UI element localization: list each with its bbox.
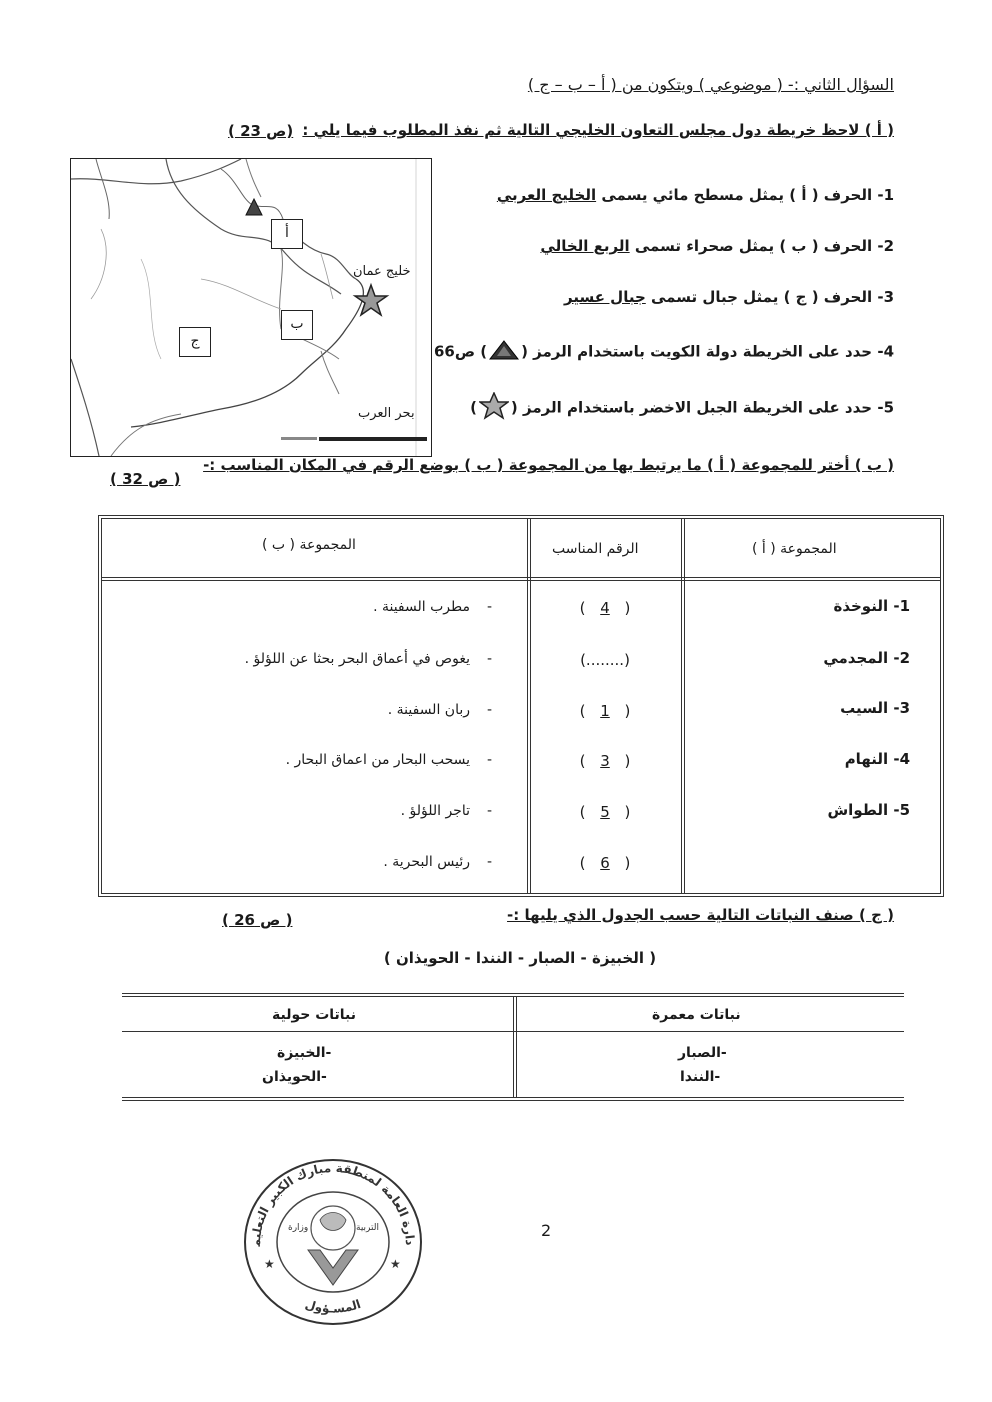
map-box-a: أ [271,219,303,249]
annual-header: نباتات حولية [272,1007,357,1023]
header-number: الرقم المناسب [552,541,639,557]
section-c-title: ( ج ) صنف النباتات التالية حسب الجدول الذي يليها :- [507,906,894,924]
svg-text:وزارة: وزارة [288,1223,309,1233]
svg-text:الإدارة العامة لمنطقة مبارك ال: دارة العامة لمنطقة مبارك الكبير التعليم [248,1160,418,1247]
item-1-answer: الخليج العربي [496,186,597,204]
map-label-arabian-sea: بحر العرب [358,406,415,421]
item-5-suffix: ) [470,398,477,417]
answer-number: ( 6 ) [579,854,631,872]
answer-number: ( 3 ) [579,752,631,770]
group-a-item: 2- المجدمي [823,649,910,667]
official-stamp [238,1150,428,1328]
header-group-b: المجموعة ( ب ) [262,537,356,553]
section-a-page-ref: (ص 23 ) [228,122,294,140]
answer-number: ( 1 ) [579,702,631,720]
matching-table [98,515,944,897]
perennial-item: -الصبار [678,1045,727,1061]
perennial-item: -النندا [680,1069,721,1085]
answer-number: (........) [580,651,630,669]
section-b-title: ( ب ) أختر للمجموعة ( أ ) ما يرتبط بها من المجموعة ( ب ) بوضع الرقم في المكان المناسب :- [203,456,894,474]
answer-number: ( 5 ) [579,803,631,821]
group-a-item: 3- السيب [840,699,910,717]
perennial-header: نباتات معمرة [652,1007,741,1023]
answer-number: ( 4 ) [579,599,631,617]
green-mountain-star-icon [355,285,387,315]
section-a-item-1 [497,186,894,204]
group-b-item: -يغوص في أعماق البحر بحثا عن اللؤلؤ . [244,651,492,667]
plants-table [122,993,904,1101]
group-b-item: -يسحب البحار من اعماق البحار . [285,752,492,768]
section-b-page-ref: ( ص 32 ) [110,470,181,488]
section-a-item-2 [540,237,894,255]
page-number: 2 [541,1221,552,1240]
svg-text:التربية: التربية [356,1223,379,1233]
question-title: السؤال الثاني :- ( موضوعي ) ويتكون من ( أ – ب – ج ) [527,75,894,94]
item-2-prefix: 2- الحرف ( ب ) يمثل صحراء تسمى [629,237,894,255]
item-4-suffix: ) ص66 [433,342,488,361]
item-5-prefix: 5- حدد على الخريطة الجبل الاخضر باستخدام الرمز ( [510,398,894,417]
map-box-b: ب [281,310,313,340]
section-a-title-text: ( أ ) لاحظ خريطة دول مجلس التعاون الخليجي التالية ثم نفذ المطلوب فيما يلي : [302,121,894,139]
group-a-item: 4- النهام [844,750,910,768]
gcc-map [70,158,432,457]
svg-text:المسـؤول: المسـؤول [303,1297,363,1316]
annual-item: -الحويذان [262,1069,327,1085]
stamp-seal [238,1150,428,1328]
group-b-item: -ربان السفينة . [387,702,492,718]
section-a-title [302,122,894,139]
section-a-item-5 [470,392,894,424]
group-b-item: -رئيس البحرية . [383,854,492,870]
map-box-c: ج [179,327,211,357]
header-group-a: المجموعة ( أ ) [752,541,837,557]
item-4-prefix: 4- حدد على الخريطة دولة الكويت باستخدام الرمز ( [521,342,894,361]
group-a-item: 5- الطواش [827,801,910,819]
group-a-item: 1- النوخذة [833,597,910,615]
plants-list: ( الخبيزة - الصبار - النندا - الحويذان ) [383,949,657,967]
triangle-icon [489,340,519,364]
annual-item: -الخبيزة [277,1045,332,1061]
group-b-item: -مطرب السفينة . [373,599,492,615]
star-icon [479,392,509,424]
section-c-page-ref: ( ص 26 ) [222,911,293,929]
item-3-answer: جبال عسير [564,288,646,306]
group-b-item: -تاجر اللؤلؤ . [400,803,492,819]
section-a-item-4 [434,340,894,364]
item-1-prefix: 1- الحرف ( أ ) يمثل مسطح مائي يسمى [596,186,894,204]
svg-text:★: ★ [390,1257,401,1271]
section-a-item-3 [564,288,894,306]
item-3-prefix: 3- الحرف ( ج ) يمثل جبال تسمى [645,288,894,306]
map-label-gulf-oman: خليج عمان [353,264,411,279]
item-2-answer: الربع الخالي [540,237,630,255]
svg-text:★: ★ [264,1257,275,1271]
